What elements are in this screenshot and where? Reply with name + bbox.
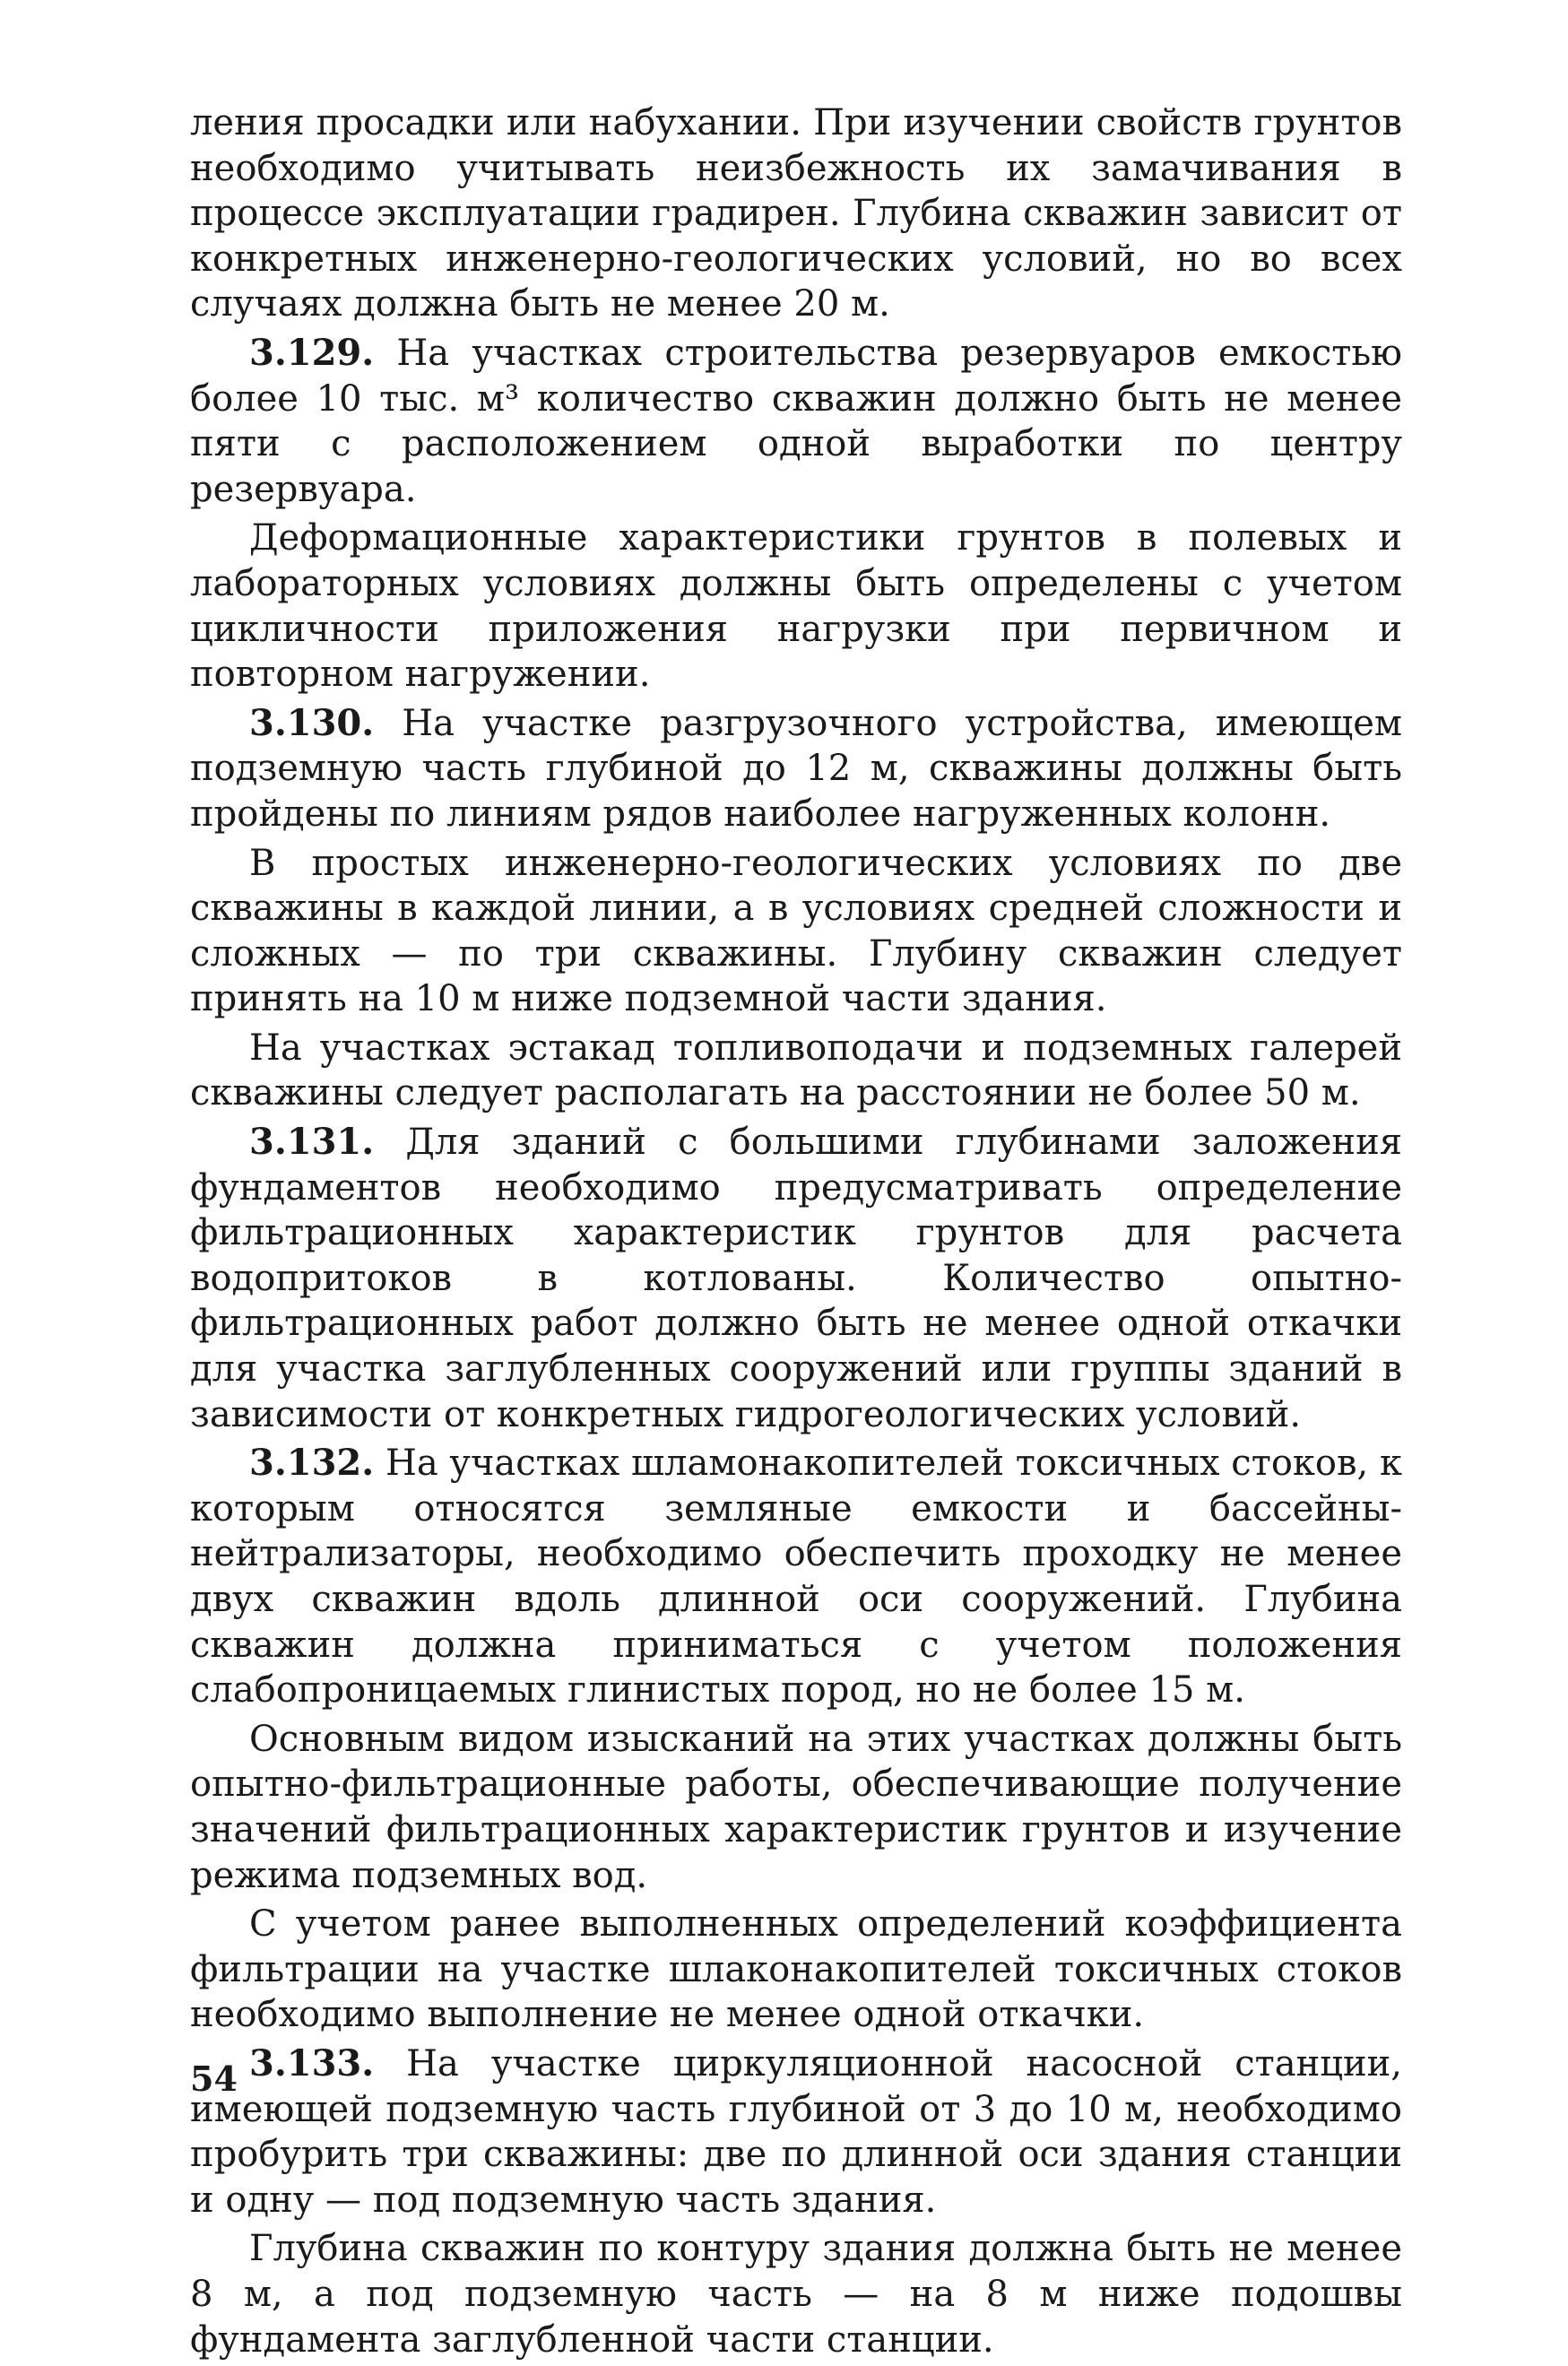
paragraph-3-133 <box>190 2041 1402 2223</box>
paragraph-text: С учетом ранее выполненных определений коэффициента фильтрации на участке шлаконакопителей токсичных стоков необходимо выполнение не менее одной откачки. <box>190 1903 1402 2036</box>
clause-number: 3.129. <box>249 331 375 374</box>
clause-number: 3.133. <box>249 2041 375 2084</box>
clause-number: 3.131. <box>249 1121 375 1164</box>
paragraph-text: ления просадки или набухании. При изучении свойств грунтов необходимо учитывать неизбежность их замачивания в процессе эксплуатации градирен. Глубина скважин зависит от конкретных инженерно-геологических условий, но во всех случаях должна быть не менее 20 м. <box>190 102 1402 325</box>
paragraph-text: В простых инженерно-геологических условиях по две скважины в каждой линии, а в условиях средней сложности и сложных — по три скважины. Глубину скважин следует принять на 10 м ниже подземной части здания. <box>190 842 1402 1020</box>
paragraph <box>190 1026 1402 1116</box>
paragraph <box>190 100 1402 327</box>
paragraph <box>190 1902 1402 2038</box>
paragraph <box>190 516 1402 697</box>
clause-number: 3.130. <box>249 701 375 744</box>
paragraph-3-131 <box>190 1120 1402 1437</box>
paragraph-text: На участках эстакад топливоподачи и подземных галерей скважины следует располагать на расстоянии не более 50 м. <box>190 1027 1402 1114</box>
paragraph-text: Для зданий с большими глубинами заложения фундаментов необходимо предусматривать определение фильтрационных характеристик грунтов для расчета водопритоков в котлованы. Количество опытно-фильтрационных работ должно быть не менее одной откачки для участка заглубленных сооружений или группы зданий в зависимости от конкретных гидрогеологических условий. <box>190 1122 1402 1435</box>
paragraph-text: На участке разгрузочного устройства, имеющем подземную часть глубиной до 12 м, скважины должны быть пройдены по линиям рядов наиболее нагруженных колонн. <box>190 702 1402 835</box>
page-number: 54 <box>190 2058 238 2099</box>
paragraph-text: На участках строительства резервуаров емкостью более 10 тыс. м³ количество скважин должно быть не менее пяти с расположением одной выработки по центру резервуара. <box>190 332 1402 510</box>
clause-number: 3.132. <box>249 1442 375 1485</box>
paragraph-text: Основным видом изысканий на этих участках должны быть опытно-фильтрационные работы, обеспечивающие получение значений фильтрационных характеристик грунтов и изучение режима подземных вод. <box>190 1718 1402 1896</box>
paragraph <box>190 1717 1402 1898</box>
paragraph-text: Деформационные характеристики грунтов в полевых и лабораторных условиях должны быть определены с учетом цикличности приложения нагрузки при первичном и повторном нагружении. <box>190 517 1402 696</box>
paragraph <box>190 2226 1402 2362</box>
paragraph-3-132 <box>190 1441 1402 1713</box>
paragraph-3-129 <box>190 331 1402 512</box>
paragraph-text: Глубина скважин по контуру здания должна быть не менее 8 м, а под подземную часть — на 8 м ниже подошвы фундамента заглубленной части станции. <box>190 2228 1402 2361</box>
document-page <box>190 100 1402 2366</box>
paragraph-text: На участках шламонакопителей токсичных стоков, к которым относятся земляные емкости и бассейны-нейтрализаторы, необходимо обеспечить проходку не менее двух скважин вдоль длинной оси сооружений. Глубина скважин должна приниматься с учетом положения слабопроницаемых глинистых пород, но не более 15 м. <box>190 1443 1402 1712</box>
paragraph <box>190 841 1402 1022</box>
paragraph-3-130 <box>190 701 1402 837</box>
paragraph-text: На участке циркуляционной насосной станции, имеющей подземную часть глубиной от 3 до 10 м, необходимо пробурить три скважины: две по длинной оси здания станции и одну — под подземную часть здания. <box>190 2042 1402 2221</box>
